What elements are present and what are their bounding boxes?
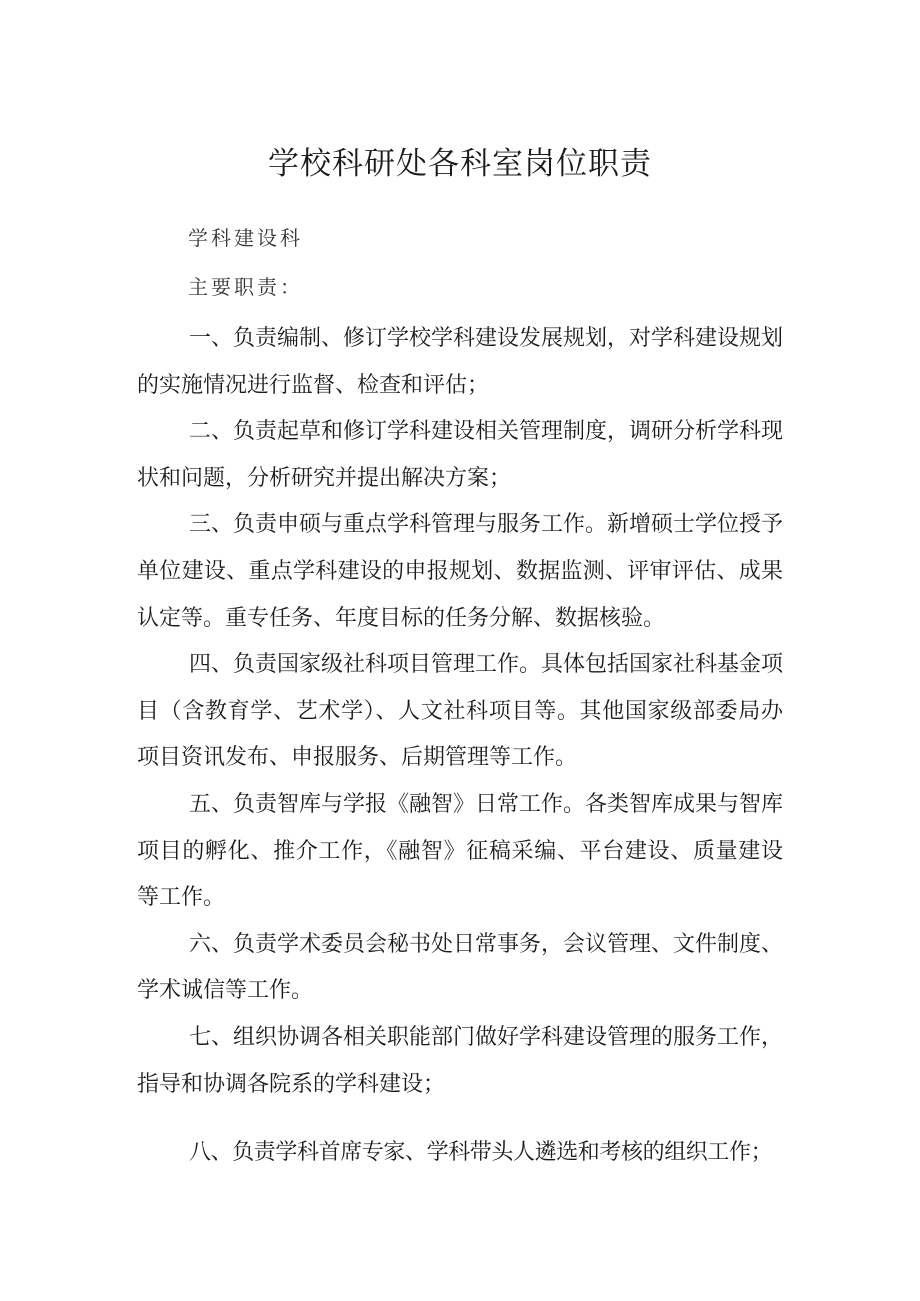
duty-item-3: 三、负责申硕与重点学科管理与服务工作。新增硕士学位授予单位建设、重点学科建设的申报规划、数据监测、评审评估、成果认定等。重专任务、年度目标的任务分解、数据核验。 (137, 512, 784, 631)
duty-item-5: 五、负责智库与学报《融智》日常工作。各类智库成果与智库项目的孵化、推介工作，《融智》征稿采编、平台建设、质量建设等工作。 (137, 791, 784, 911)
duties-label: 主要职责： (188, 275, 303, 299)
duties-list (137, 316, 783, 1177)
duty-item-7: 七、组织协调各相关职能部门做好学科建设管理的服务工作，指导和协调各院系的学科建设； (137, 1024, 784, 1097)
duty-item-6: 六、负责学术委员会秘书处日常事务，会议管理、文件制度、学术诚信等工作。 (137, 931, 784, 1004)
duty-item-4: 四、负责国家级社科项目管理工作。具体包括国家社科基金项目（含教育学、艺术学）、人文社科项目等。其他国家级部委局办项目资讯发布、申报服务、后期管理等工作。 (137, 652, 784, 771)
document-title: 学校科研处各科室岗位职责 (268, 146, 652, 182)
duty-item-2: 二、负责起草和修订学科建设相关管理制度，调研分析学科现状和问题，分析研究并提出解决方案； (137, 419, 784, 491)
duty-item-1: 一、负责编制、修订学校学科建设发展规划，对学科建设规划的实施情况进行监督、检查和评估； (137, 326, 784, 398)
section-name: 学科建设科 (188, 226, 303, 250)
duty-item-8: 八、负责学科首席专家、学科带头人遴选和考核的组织工作； (189, 1140, 773, 1166)
